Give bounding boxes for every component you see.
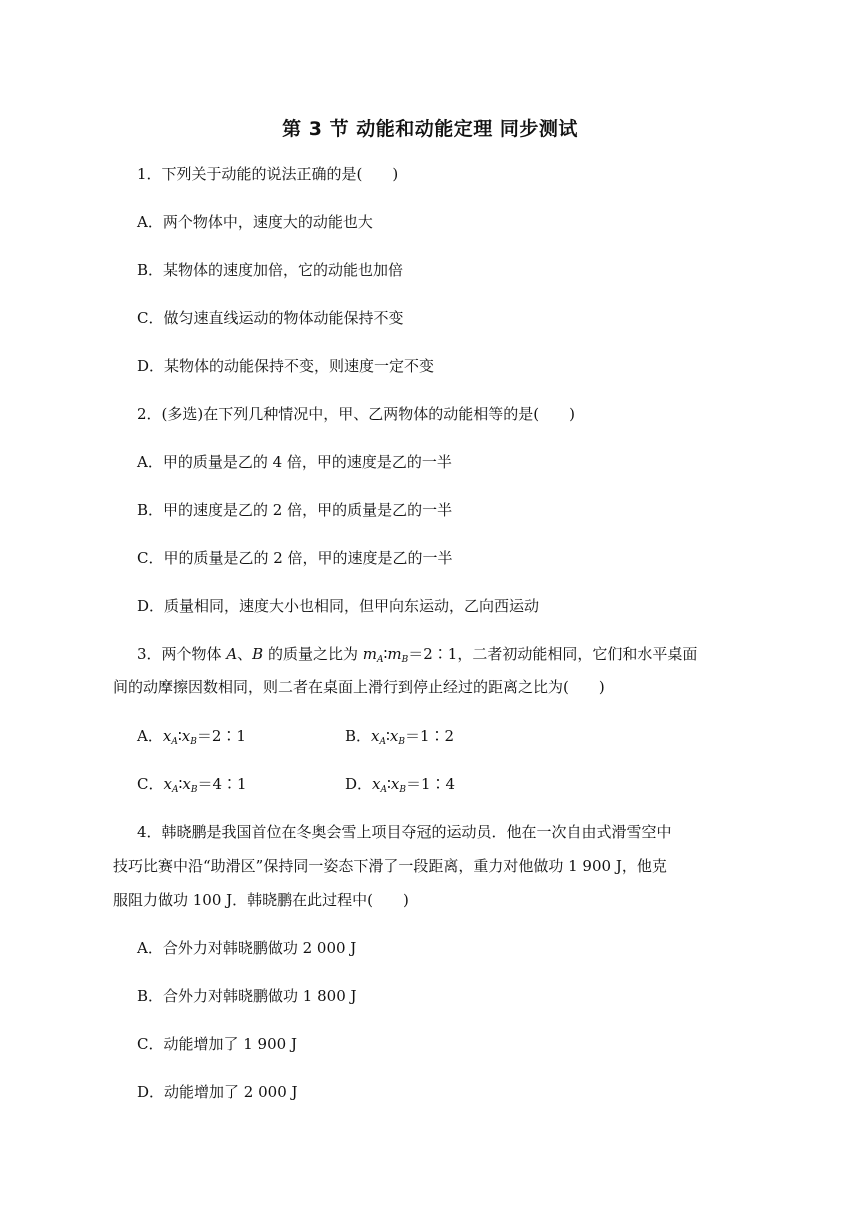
question-4-stem-line-2: 技巧比赛中沿“助滑区”保持同一姿态下滑了一段距离，重力对他做功 1 900 J，他克 bbox=[113, 857, 667, 875]
question-4-option-c: C．动能增加了 1 900 J bbox=[137, 1035, 297, 1053]
question-3-option-c: C．$x_A∶x_B=4∶1$ bbox=[137, 775, 247, 795]
question-2-stem: 2．(多选)在下列几种情况中，甲、乙两物体的动能相等的是( ) bbox=[137, 405, 575, 423]
question-4-option-d: D．动能增加了 2 000 J bbox=[137, 1083, 298, 1101]
question-1-option-b: B．某物体的速度加倍，它的动能也加倍 bbox=[137, 261, 404, 279]
question-4-option-a: A．合外力对韩晓鹏做功 2 000 J bbox=[137, 939, 357, 957]
question-1-stem: 1．下列关于动能的说法正确的是( ) bbox=[137, 165, 399, 183]
question-4-stem-line-1: 4．韩晓鹏是我国首位在冬奥会雪上项目夺冠的运动员．他在一次自由式滑雪空中 bbox=[137, 823, 672, 841]
question-2-option-d: D．质量相同，速度大小也相同，但甲向东运动，乙向西运动 bbox=[137, 597, 540, 615]
question-3-option-d: D．$x_A∶x_B=1∶4$ bbox=[345, 775, 456, 795]
question-2-option-a: A．甲的质量是乙的 4 倍，甲的速度是乙的一半 bbox=[137, 453, 452, 471]
question-1-option-d: D．某物体的动能保持不变，则速度一定不变 bbox=[137, 357, 435, 375]
question-3-stem-line-1: 3．两个物体 A、B 的质量之比为 $m_A∶m_B=2∶1$，二者初动能相同，它们和水平桌面 bbox=[137, 645, 698, 665]
question-2-option-b: B．甲的速度是乙的 2 倍，甲的质量是乙的一半 bbox=[137, 501, 453, 519]
question-2-option-c: C．甲的质量是乙的 2 倍，甲的速度是乙的一半 bbox=[137, 549, 453, 567]
question-3-stem-line-2: 间的动摩擦因数相同，则二者在桌面上滑行到停止经过的距离之比为( ) bbox=[113, 678, 605, 696]
question-1-option-a: A．两个物体中，速度大的动能也大 bbox=[137, 213, 373, 231]
question-3-option-b: B．$x_A∶x_B=1∶2$ bbox=[345, 727, 455, 747]
question-1-option-c: C．做匀速直线运动的物体动能保持不变 bbox=[137, 309, 404, 327]
question-4-stem-line-3: 服阻力做功 100 J．韩晓鹏在此过程中( ) bbox=[113, 891, 409, 909]
question-3-option-a: A．$x_A∶x_B=2∶1$ bbox=[137, 727, 246, 747]
page-title: 第 3 节 动能和动能定理 同步测试 bbox=[282, 118, 578, 140]
question-4-option-b: B．合外力对韩晓鹏做功 1 800 J bbox=[137, 987, 357, 1005]
